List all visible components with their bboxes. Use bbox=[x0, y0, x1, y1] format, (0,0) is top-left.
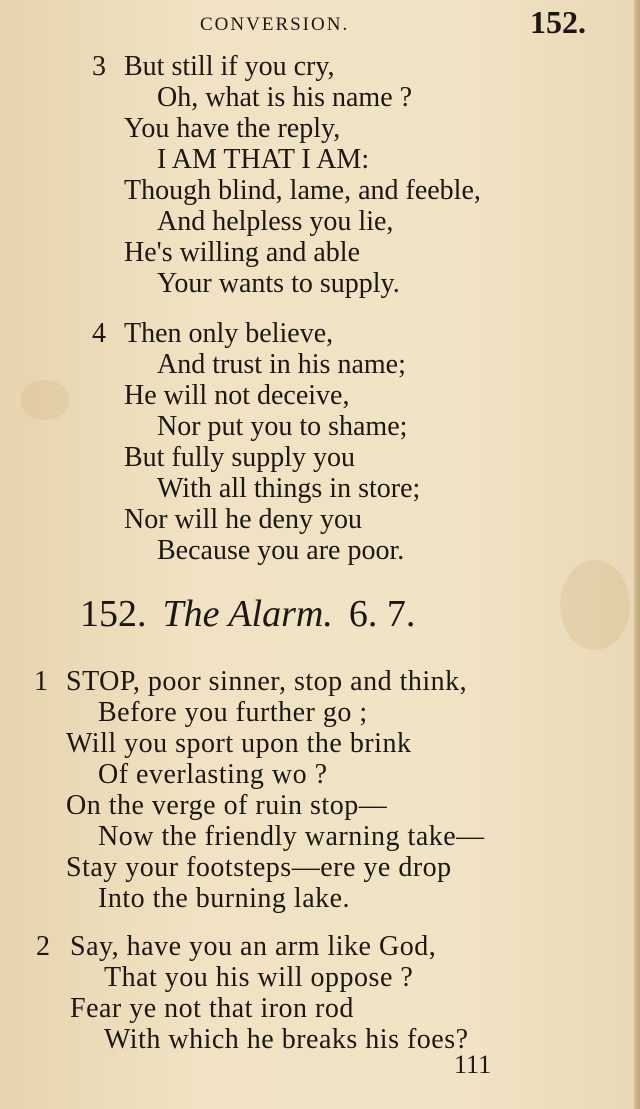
verse-line: Say, have you an arm like God, bbox=[70, 931, 437, 962]
verse-line: On the verge of ruin stop— bbox=[66, 790, 388, 821]
verse-line: Nor put you to shame; bbox=[157, 411, 408, 442]
page-number: 152. bbox=[530, 4, 586, 40]
paper-stain bbox=[560, 560, 630, 650]
verse-line: Of everlasting wo ? bbox=[98, 759, 328, 790]
running-title: CONVERSION. bbox=[200, 14, 350, 35]
verse-line: And helpless you lie, bbox=[157, 206, 394, 237]
folio-number: 111 bbox=[454, 1050, 492, 1079]
verse-line: Though blind, lame, and feeble, bbox=[124, 175, 481, 206]
hymn-meter: 6. 7. bbox=[348, 593, 416, 635]
hymn-heading bbox=[80, 592, 415, 636]
stanza-number: 1 bbox=[34, 666, 49, 697]
verse-line: Now the friendly warning take— bbox=[98, 821, 485, 852]
verse-line: I AM THAT I AM: bbox=[157, 144, 370, 175]
verse-line: Because you are poor. bbox=[157, 535, 405, 566]
verse-line: That you his will oppose ? bbox=[104, 962, 414, 993]
verse-line: Then only believe, bbox=[124, 318, 334, 349]
verse-line: Into the burning lake. bbox=[98, 883, 351, 914]
page-edge bbox=[634, 0, 640, 1109]
verse-line: But still if you cry, bbox=[124, 51, 335, 82]
verse-line: STOP, poor sinner, stop and think, bbox=[66, 666, 468, 697]
verse-line: He's willing and able bbox=[124, 237, 360, 268]
hymn-title: The Alarm. bbox=[162, 593, 333, 635]
verse-line: But fully supply you bbox=[124, 442, 356, 473]
verse-line: Stay your footsteps—ere ye drop bbox=[66, 852, 452, 883]
stanza-number: 4 bbox=[92, 318, 106, 349]
verse-line: Fear ye not that iron rod bbox=[70, 993, 354, 1024]
verse-line: Will you sport upon the brink bbox=[66, 728, 412, 759]
verse-line: He will not deceive, bbox=[124, 380, 350, 411]
verse-line: Nor will he deny you bbox=[124, 504, 362, 535]
stanza-number: 3 bbox=[92, 51, 106, 82]
verse-line: Before you further go ; bbox=[98, 697, 368, 728]
hymn-number: 152. bbox=[80, 593, 147, 635]
stanza-number: 2 bbox=[36, 931, 51, 962]
verse-line: And trust in his name; bbox=[157, 349, 406, 380]
verse-line: With all things in store; bbox=[157, 473, 421, 504]
verse-line: Oh, what is his name ? bbox=[157, 82, 413, 113]
verse-line: Your wants to supply. bbox=[157, 268, 400, 299]
paper-stain bbox=[20, 380, 70, 420]
verse-line: With which he breaks his foes? bbox=[104, 1024, 469, 1055]
verse-line: You have the reply, bbox=[124, 113, 341, 144]
